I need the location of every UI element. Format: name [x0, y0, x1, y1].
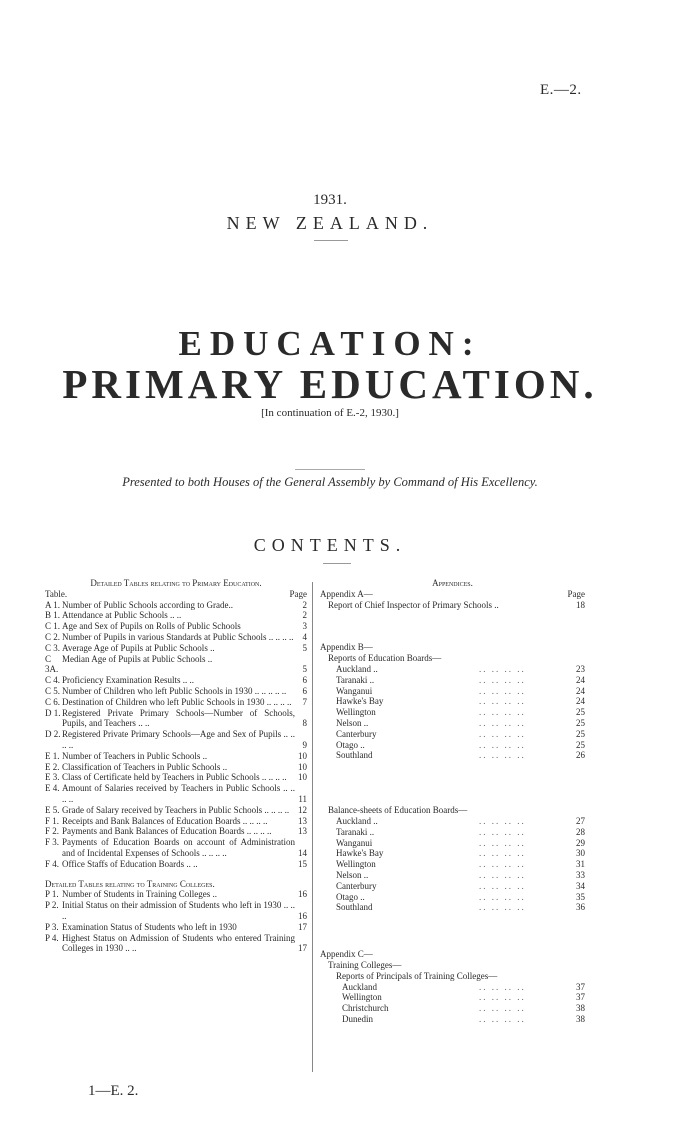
table-title: Number of Students in Training Colleges .. — [62, 889, 217, 900]
contents-entry — [336, 729, 585, 740]
leader-dots: .. .. .. .. — [479, 707, 526, 718]
contents-entry — [336, 707, 585, 718]
balances-list — [320, 816, 585, 913]
table-page: 12 — [298, 804, 307, 815]
contents-heading: CONTENTS. — [253, 535, 407, 555]
table-page: 16 — [298, 910, 307, 921]
entry-name: Southland — [336, 902, 373, 913]
principals-label: Reports of Principals of Training Colleges— — [336, 970, 498, 981]
contents-entry — [45, 751, 307, 762]
table-id: F 2. — [45, 826, 60, 837]
contents-entry — [45, 654, 307, 676]
leader-dots: .. .. .. .. — [479, 1003, 526, 1014]
contents-entry — [45, 889, 307, 900]
leader-dots: .. .. .. .. — [479, 674, 526, 685]
table-title: Number of Pupils in various Standards at Public Schools .. .. .. .. — [62, 631, 294, 642]
entry-page: 28 — [576, 826, 585, 837]
contents-entry — [342, 992, 585, 1003]
entry-page: 24 — [576, 696, 585, 707]
leader-dots: .. .. .. .. — [479, 739, 526, 750]
primary-tables-heading: Detailed Tables relating to Primary Education. — [90, 578, 262, 588]
leader-dots: .. .. .. .. — [479, 981, 526, 992]
entry-name: Auckland — [342, 981, 377, 992]
entry-page: 25 — [576, 739, 585, 750]
entry-page: 26 — [576, 750, 585, 761]
entry-page: 29 — [576, 837, 585, 848]
year: 1931. — [313, 192, 347, 208]
entry-page: 37 — [576, 981, 585, 992]
leader-dots: .. .. .. .. — [479, 717, 526, 728]
table-id: F 4. — [45, 858, 60, 869]
contents-entry — [45, 859, 307, 870]
table-page: 10 — [298, 750, 307, 761]
table-page: 13 — [298, 826, 307, 837]
contents-entry — [336, 827, 585, 838]
table-id: E 5. — [45, 804, 60, 815]
contents-entry — [45, 708, 307, 730]
table-page: 6 — [302, 685, 307, 696]
table-title: Grade of Salary received by Teachers in Public Schools .. .. .. .. — [62, 804, 290, 815]
primary-tables-list — [45, 600, 307, 870]
contents-entry — [336, 870, 585, 881]
table-id: D 1. — [45, 707, 61, 718]
footer-code: 1—E. 2. — [88, 1083, 139, 1099]
table-page: 10 — [298, 761, 307, 772]
contents-entry — [45, 805, 307, 816]
table-id: E 3. — [45, 772, 60, 783]
table-title: Number of Public Schools according to Grade.. — [62, 599, 233, 610]
table-title: Average Age of Pupils at Public Schools .. — [62, 642, 215, 653]
contents-entry — [336, 859, 585, 870]
table-id: F 1. — [45, 815, 60, 826]
leader-dots: .. .. .. .. — [479, 859, 526, 870]
table-id: E 1. — [45, 750, 60, 761]
contents-entry — [336, 718, 585, 729]
table-id: E 2. — [45, 761, 60, 772]
contents-entry — [45, 933, 307, 955]
contents-entry — [45, 922, 307, 933]
contents-entry — [45, 900, 307, 922]
table-title: Receipts and Bank Balances of Education Boards .. .. .. .. — [62, 815, 268, 826]
contents-entry — [45, 686, 307, 697]
table-id: E 4. — [45, 783, 60, 794]
appendix-b-label: Appendix B— — [320, 642, 373, 653]
contents-entry — [336, 848, 585, 859]
table-id: C 3. — [45, 642, 61, 653]
entry-page: 33 — [576, 869, 585, 880]
table-id: A 1. — [45, 599, 61, 610]
contents-entry — [45, 783, 307, 805]
table-id: P 2. — [45, 900, 59, 911]
entry-name: Wanganui — [336, 837, 373, 848]
training-colleges-label: Training Colleges— — [328, 959, 402, 970]
leader-dots: .. .. .. .. — [479, 837, 526, 848]
table-page: 14 — [298, 847, 307, 858]
contents-entry — [336, 675, 585, 686]
table-page: 10 — [298, 772, 307, 783]
contents-entry — [45, 621, 307, 632]
presented-note: Presented to both Houses of the General Assembly by Command of His Excellency. — [122, 475, 538, 489]
training-tables-heading: Detailed Tables relating to Training Colleges. — [45, 878, 215, 889]
table-id: C 2. — [45, 631, 61, 642]
table-page: 7 — [302, 696, 307, 707]
entry-name: Canterbury — [336, 880, 377, 891]
leader-dots: .. .. .. .. — [479, 685, 526, 696]
title-primary-education: PRIMARY EDUCATION. — [62, 361, 598, 407]
appendix-c-label: Appendix C— — [320, 949, 373, 960]
table-page: 6 — [302, 675, 307, 686]
table-title: Median Age of Pupils at Public Schools .. — [62, 653, 213, 664]
table-page: 16 — [298, 889, 307, 900]
leader-dots: .. .. .. .. — [479, 750, 526, 761]
leader-dots: .. .. .. .. — [479, 663, 526, 674]
table-id: C 4. — [45, 675, 61, 686]
table-id: C 5. — [45, 685, 61, 696]
table-title: Payments of Education Boards on account of Administration and of Incidental Expenses of Schools .. .. .. .. — [62, 837, 295, 858]
contents-entry — [45, 762, 307, 773]
table-page: 5 — [302, 664, 307, 675]
contents-entry — [336, 892, 585, 903]
contents-entry — [45, 675, 307, 686]
entry-page: 24 — [576, 685, 585, 696]
table-page: 17 — [298, 943, 307, 954]
contents-entry — [336, 838, 585, 849]
contents-entry — [45, 600, 307, 611]
table-page: 13 — [298, 815, 307, 826]
contents-entry — [336, 881, 585, 892]
table-page: 11 — [298, 793, 307, 804]
table-id: C 3A. — [45, 653, 59, 675]
entry-page: 37 — [576, 992, 585, 1003]
entry-page: 23 — [576, 663, 585, 674]
table-page: 9 — [302, 739, 307, 750]
table-title: Attendance at Public Schools .. .. — [62, 610, 182, 621]
table-page: 17 — [298, 921, 307, 932]
table-id: C 1. — [45, 621, 61, 632]
entry-name: Auckland .. — [336, 663, 378, 674]
leader-dots: .. .. .. .. — [479, 1013, 526, 1024]
table-page: 2 — [302, 610, 307, 621]
page-label: Page — [567, 588, 585, 599]
reports-boards-label: Reports of Education Boards— — [328, 653, 442, 664]
appendices-heading: Appendices. — [432, 578, 473, 588]
contents-entry — [342, 982, 585, 993]
country: NEW ZEALAND. — [226, 213, 434, 233]
table-title: Class of Certificate held by Teachers in Public Schools .. .. .. .. — [62, 772, 287, 783]
entry-name: Southland — [336, 750, 373, 761]
entry-name: Canterbury — [336, 728, 377, 739]
table-title: Highest Status on Admission of Students who entered Training Colleges in 1930 .. .. — [62, 932, 295, 954]
leader-dots: .. .. .. .. — [479, 869, 526, 880]
table-id: P 1. — [45, 889, 59, 900]
contents-entry — [336, 664, 585, 675]
table-title: Proficiency Examination Results .. .. — [62, 675, 194, 686]
contents-entry — [336, 740, 585, 751]
table-label: Table. — [45, 588, 68, 599]
entry-name: Auckland .. — [336, 815, 378, 826]
divider — [314, 240, 348, 241]
table-id: D 2. — [45, 729, 61, 740]
table-page: 5 — [302, 642, 307, 653]
table-page: 3 — [302, 621, 307, 632]
continuation-note: [In continuation of E.-2, 1930.] — [261, 407, 399, 419]
entry-name: Otago .. — [336, 739, 365, 750]
contents-entry — [45, 826, 307, 837]
table-page: 2 — [302, 599, 307, 610]
contents-entry — [336, 686, 585, 697]
contents-entry — [45, 610, 307, 621]
entry-page: 31 — [576, 859, 585, 870]
page-label: Page — [289, 588, 307, 599]
entry-name: Hawke's Bay — [336, 848, 384, 859]
leader-dots: .. .. .. .. — [479, 826, 526, 837]
table-title: Destination of Children who left Public Schools in 1930 .. .. .. .. — [62, 696, 292, 707]
appendix-a-label: Appendix A— — [320, 588, 373, 599]
report-code: E.—2. — [540, 82, 582, 98]
table-page: 4 — [302, 631, 307, 642]
contents-entry — [45, 837, 307, 859]
entry-name: Wanganui — [336, 685, 373, 696]
contents-entry — [342, 1003, 585, 1014]
table-title: Registered Private Primary Schools—Age and Sex of Pupils .. .. .. .. — [62, 729, 295, 750]
entry-page: 34 — [576, 880, 585, 891]
entry-page: 25 — [576, 707, 585, 718]
contents-entry — [342, 1014, 585, 1025]
entry-name: Nelson .. — [336, 869, 369, 880]
table-title: Payments and Bank Balances of Education Boards .. .. .. .. — [62, 826, 272, 837]
contents-entry — [336, 696, 585, 707]
table-title: Classification of Teachers in Public Schools .. — [62, 761, 228, 772]
leader-dots: .. .. .. .. — [479, 902, 526, 913]
contents-entry — [45, 632, 307, 643]
leader-dots: .. .. .. .. — [479, 992, 526, 1003]
chief-report-page: 18 — [576, 599, 585, 610]
entry-name: Wellington — [342, 992, 382, 1003]
table-title: Number of Teachers in Public Schools .. — [62, 750, 208, 761]
table-page: 15 — [298, 858, 307, 869]
entry-page: 35 — [576, 891, 585, 902]
entry-page: 30 — [576, 848, 585, 859]
leader-dots: .. .. .. .. — [479, 815, 526, 826]
table-title: Age and Sex of Pupils on Rolls of Public Schools — [62, 621, 241, 632]
entry-name: Christchurch — [342, 1003, 389, 1014]
entry-name: Taranaki .. — [336, 674, 375, 685]
left-column — [45, 578, 307, 954]
entry-page: 25 — [576, 717, 585, 728]
table-id: B 1. — [45, 610, 61, 621]
column-divider — [312, 582, 313, 1072]
contents-entry — [336, 902, 585, 913]
table-title: Registered Private Primary Schools—Number of Schools, Pupils, and Teachers .. .. — [62, 707, 295, 729]
entry-page: 36 — [576, 902, 585, 913]
entry-page: 24 — [576, 674, 585, 685]
leader-dots: .. .. .. .. — [479, 728, 526, 739]
table-page: 8 — [302, 718, 307, 729]
table-id: C 6. — [45, 696, 61, 707]
entry-name: Hawke's Bay — [336, 696, 384, 707]
contents-entry — [336, 750, 585, 761]
table-title: Number of Children who left Public Schools in 1930 .. .. .. .. .. — [62, 685, 287, 696]
contents-entry — [45, 816, 307, 827]
table-title: Examination Status of Students who left in 1930 — [62, 921, 237, 932]
chief-report-title: Report of Chief Inspector of Primary Schools .. — [328, 599, 499, 610]
entry-name: Taranaki .. — [336, 826, 375, 837]
table-title: Amount of Salaries received by Teachers in Public Schools .. .. .. .. — [62, 783, 295, 804]
leader-dots: .. .. .. .. — [479, 891, 526, 902]
contents-entry — [45, 772, 307, 783]
entry-name: Dunedin — [342, 1013, 373, 1024]
training-tables-list — [45, 889, 307, 954]
contents-entry — [336, 816, 585, 827]
entry-page: 27 — [576, 815, 585, 826]
reports-list — [320, 664, 585, 761]
table-id: P 4. — [45, 932, 59, 943]
contents-entry — [45, 643, 307, 654]
leader-dots: .. .. .. .. — [479, 848, 526, 859]
entry-name: Wellington — [336, 859, 376, 870]
entry-page: 25 — [576, 728, 585, 739]
table-title: Initial Status on their admission of Students who left in 1930 .. .. .. — [62, 900, 295, 921]
contents-entry — [45, 697, 307, 708]
balance-heading: Balance-sheets of Education Boards— — [328, 805, 468, 816]
right-column — [320, 578, 585, 1025]
divider — [323, 563, 351, 564]
column-labels — [45, 589, 307, 600]
leader-dots: .. .. .. .. — [479, 880, 526, 891]
chief-report-entry — [320, 600, 585, 611]
table-id: P 3. — [45, 921, 59, 932]
title-education: EDUCATION: — [178, 324, 482, 363]
entry-name: Nelson .. — [336, 717, 369, 728]
leader-dots: .. .. .. .. — [479, 696, 526, 707]
colleges-list — [320, 982, 585, 1025]
entry-page: 38 — [576, 1013, 585, 1024]
contents-entry — [45, 729, 307, 751]
divider — [295, 469, 365, 470]
entry-name: Otago .. — [336, 891, 365, 902]
entry-name: Wellington — [336, 707, 376, 718]
entry-page: 38 — [576, 1003, 585, 1014]
table-title: Office Staffs of Education Boards .. .. — [62, 858, 198, 869]
table-id: F 3. — [45, 837, 60, 848]
